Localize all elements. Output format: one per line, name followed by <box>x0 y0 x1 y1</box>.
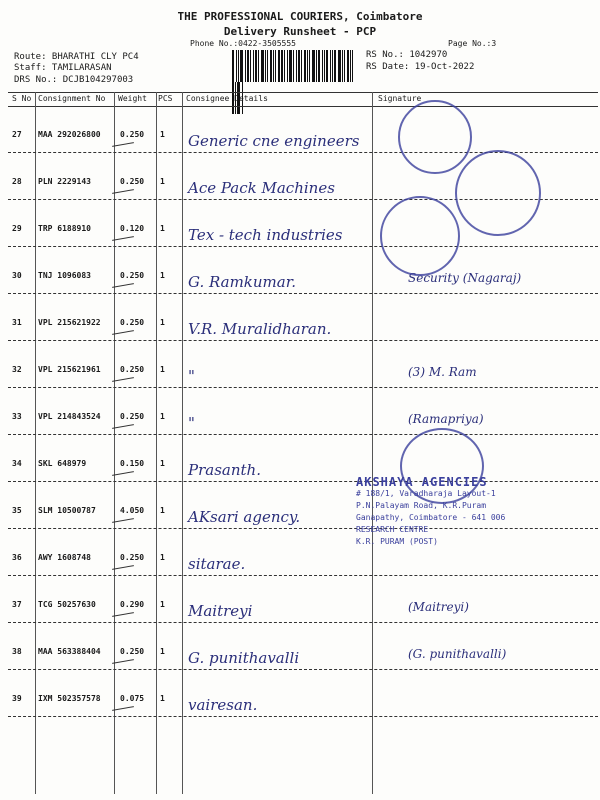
barcode-bar <box>236 50 237 82</box>
row-consignment: TNJ 1096083 <box>38 271 91 280</box>
weight-dash <box>112 518 134 523</box>
row-pcs: 1 <box>160 600 165 609</box>
row-signature: (Ramapriya) <box>408 412 484 426</box>
barcode-bar <box>247 50 249 82</box>
row-consignment: MAA 563388404 <box>38 647 101 656</box>
row-consignment: SKL 648979 <box>38 459 87 468</box>
barcode-bar <box>347 50 349 82</box>
row-sno: 32 <box>12 365 22 374</box>
row-consignee: G. Ramkumar. <box>188 273 296 291</box>
barcode-bar <box>304 50 306 82</box>
row-weight: 0.075 <box>120 694 145 703</box>
agency-stamp-name: AKSHAYA AGENCIES <box>356 475 488 489</box>
row-weight: 0.120 <box>120 224 145 233</box>
row-sno: 27 <box>12 130 22 139</box>
generic-stamp <box>398 100 472 174</box>
table-top-rule <box>8 92 598 93</box>
barcode-bar <box>326 50 328 82</box>
row-consignment: PLN 2229143 <box>38 177 91 186</box>
weight-dash <box>112 565 134 570</box>
barcode-bar <box>270 50 272 82</box>
barcode-bar <box>330 50 331 82</box>
row-rule <box>8 716 598 717</box>
row-pcs: 1 <box>160 459 165 468</box>
weight-dash <box>112 330 134 335</box>
weight-dash <box>112 377 134 382</box>
row-sno: 28 <box>12 177 22 186</box>
barcode-bar <box>298 50 300 82</box>
barcode-bar <box>324 50 325 82</box>
barcode-bar <box>273 50 274 82</box>
document-subtitle: Delivery Runsheet - PCP <box>223 25 377 38</box>
barcode-bar <box>281 50 283 82</box>
table-row <box>8 294 598 340</box>
drs-number: DRS No.: DCJB104297003 <box>14 75 134 85</box>
row-sno: 31 <box>12 318 22 327</box>
row-consignment: VPL 215621922 <box>38 318 101 327</box>
agency-stamp-line: K.R. PURAM (POST) <box>356 537 438 546</box>
weight-dash <box>112 706 134 711</box>
row-sno: 39 <box>12 694 22 703</box>
row-pcs: 1 <box>160 318 165 327</box>
row-weight: 4.050 <box>120 506 145 515</box>
staff-label: Staff: TAMILARASAN <box>14 63 112 73</box>
row-consignee: Maitreyi <box>188 602 253 620</box>
col-sno: S No <box>12 94 32 103</box>
row-pcs: 1 <box>160 694 165 703</box>
row-pcs: 1 <box>160 365 165 374</box>
barcode-bar <box>289 50 292 82</box>
row-signature: (Maitreyi) <box>408 600 469 614</box>
row-consignment: IXM 502357578 <box>38 694 101 703</box>
row-sno: 35 <box>12 506 22 515</box>
weight-dash <box>112 142 134 147</box>
barcode-bar <box>334 50 336 82</box>
row-weight: 0.250 <box>120 177 145 186</box>
barcode-bar <box>240 50 243 82</box>
row-signature: Security (Nagaraj) <box>408 271 522 285</box>
row-sno: 38 <box>12 647 22 656</box>
agency-stamp-line: P.N.Palayam Road, K.R.Puram <box>356 501 487 510</box>
barcode-bar <box>293 50 294 82</box>
weight-dash <box>112 283 134 288</box>
col-weight: Weight <box>118 94 147 103</box>
weight-dash <box>112 612 134 617</box>
row-sno: 36 <box>12 553 22 562</box>
barcode-bar <box>253 50 254 82</box>
barcode-bar <box>296 50 297 82</box>
row-sno: 29 <box>12 224 22 233</box>
row-consignment: VPL 214843524 <box>38 412 101 421</box>
barcode-bar <box>301 50 302 82</box>
agency-stamp-line: # 188/1, Varadharaja Layout-1 <box>356 489 496 498</box>
row-weight: 0.250 <box>120 318 145 327</box>
acepack-stamp <box>455 150 541 236</box>
row-weight: 0.250 <box>120 365 145 374</box>
row-pcs: 1 <box>160 271 165 280</box>
row-sno: 34 <box>12 459 22 468</box>
agency-stamp <box>356 476 586 548</box>
barcode-bar <box>309 50 310 82</box>
barcode-bar <box>312 50 315 82</box>
row-consignee: Generic cne engineers <box>188 132 360 150</box>
row-pcs: 1 <box>160 506 165 515</box>
row-pcs: 1 <box>160 647 165 656</box>
barcode-bar <box>255 50 257 82</box>
row-pcs: 1 <box>160 177 165 186</box>
row-consignee: " <box>188 367 195 385</box>
barcode-bar <box>275 50 276 82</box>
row-consignee: " <box>188 414 195 432</box>
row-pcs: 1 <box>160 553 165 562</box>
weight-dash <box>112 659 134 664</box>
weight-dash <box>112 189 134 194</box>
row-sno: 33 <box>12 412 22 421</box>
table-row <box>8 576 598 622</box>
table-header <box>8 92 598 106</box>
barcode-bar <box>267 50 268 82</box>
barcode-bar <box>352 50 353 82</box>
table-row <box>8 435 598 481</box>
barcode-bar <box>316 50 317 82</box>
barcode-bar <box>232 50 234 82</box>
barcode-bar <box>338 50 341 82</box>
row-consignee: AKsari agency. <box>188 508 301 526</box>
row-consignee: vairesan. <box>188 696 258 714</box>
table-row <box>8 623 598 669</box>
row-consignee: Prasanth. <box>188 461 261 479</box>
row-pcs: 1 <box>160 224 165 233</box>
row-sno: 37 <box>12 600 22 609</box>
row-consignment: MAA 292026800 <box>38 130 101 139</box>
col-signature: Signature <box>378 94 422 103</box>
barcode-bar <box>284 50 285 82</box>
table-row <box>8 388 598 434</box>
row-weight: 0.150 <box>120 459 145 468</box>
row-consignee: Ace Pack Machines <box>188 179 335 197</box>
barcode-bar <box>350 50 351 82</box>
barcode-bar <box>344 50 345 82</box>
page-number: Page No.:3 <box>448 39 497 48</box>
document-title: THE PROFESSIONAL COURIERS, Coimbatore <box>177 10 423 23</box>
row-pcs: 1 <box>160 130 165 139</box>
barcode-bar <box>307 50 308 82</box>
col-consignee: Consignee Details <box>186 94 268 103</box>
row-weight: 0.250 <box>120 553 145 562</box>
route-label: Route: BHARATHI CLY PC4 <box>14 52 139 62</box>
row-consignee: G. punithavalli <box>188 649 300 667</box>
row-weight: 0.250 <box>120 647 145 656</box>
row-consignment: VPL 215621961 <box>38 365 101 374</box>
agency-stamp-line: RESEARCH CENTRE <box>356 525 429 534</box>
row-consignment: SLM 10500787 <box>38 506 96 515</box>
row-pcs: 1 <box>160 412 165 421</box>
barcode-bar <box>250 50 251 82</box>
agency-stamp-line: Ganapathy, Coimbatore - 641 006 <box>356 513 506 522</box>
barcode-bar <box>238 50 239 82</box>
row-weight: 0.250 <box>120 130 145 139</box>
phone-number: Phone No.:0422-3505555 <box>190 39 296 48</box>
row-weight: 0.250 <box>120 412 145 421</box>
textech-stamp <box>380 196 460 276</box>
row-weight: 0.250 <box>120 271 145 280</box>
table-row <box>8 247 598 293</box>
table-row <box>8 341 598 387</box>
barcode-bar <box>322 50 323 82</box>
table-row <box>8 106 598 152</box>
row-consignment: AWY 1608748 <box>38 553 91 562</box>
weight-dash <box>112 236 134 241</box>
row-signature: (3) M. Ram <box>408 365 477 379</box>
barcode-bar <box>287 50 288 82</box>
barcode-bar <box>342 50 343 82</box>
barcode-bar <box>332 50 333 82</box>
barcode-bar <box>318 50 320 82</box>
rs-date: RS Date: 19-Oct-2022 <box>366 62 475 72</box>
col-consignment: Consignment No <box>38 94 106 103</box>
row-signature: (G. punithavalli) <box>408 647 507 661</box>
table-row <box>8 670 598 716</box>
barcode <box>232 50 356 82</box>
weight-dash <box>112 424 134 429</box>
row-consignee: sitarae. <box>188 555 246 573</box>
barcode-bar <box>278 50 280 82</box>
barcode-bar <box>265 50 266 82</box>
rs-number: RS No.: 1042970 <box>366 50 448 60</box>
row-weight: 0.290 <box>120 600 145 609</box>
barcode-bar <box>258 50 259 82</box>
row-sno: 30 <box>12 271 22 280</box>
col-pcs: PCS <box>158 94 173 103</box>
barcode-bar <box>245 50 246 82</box>
row-consignee: Tex - tech industries <box>188 226 343 244</box>
row-consignment: TCG 50257630 <box>38 600 96 609</box>
row-consignee: V.R. Muralidharan. <box>188 320 332 338</box>
barcode-bar <box>261 50 264 82</box>
weight-dash <box>112 471 134 476</box>
row-consignment: TRP 6188910 <box>38 224 91 233</box>
